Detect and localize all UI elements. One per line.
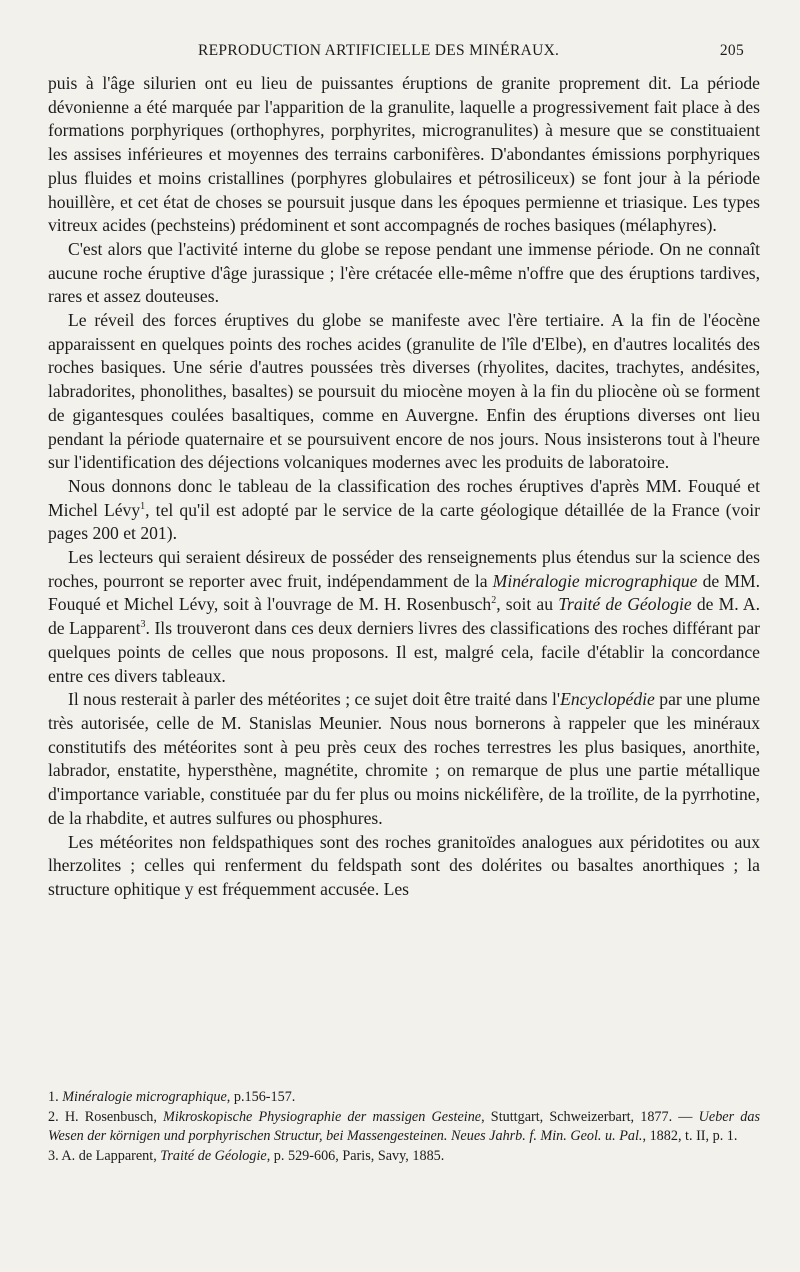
footnote-2-title-2: Ueber das Wesen der körnigen und porphyrischen Structur, bei Massengesteinen. Neues Jahrb. f. Min. Geol. u. Pal.	[48, 1108, 760, 1144]
running-title: REPRODUCTION ARTIFICIELLE DES MINÉRAUX.	[198, 42, 560, 59]
paragraph-1: puis à l'âge silurien ont eu lieu de puissantes éruptions de granite proprement dit. La période dévonienne a été marquée par l'apparition de la granulite, laquelle a progressivement fait place à des formations porphyriques (orthophyres, porphyrites, microgranulites) à mesure que se constituaient les assises inférieures et moyennes des terrains carbonifères. D'abondantes émissions porphyriques plus fluides et moins cristallines (porphyres globulaires et pétrosiliceux) se font jour à la période houillère, et cet état de choses se poursuit jusque dans les époques permienne et triasique. Les types vitreux acides (pechsteins) prédominent et sont accompagnés de roches basiques (mélaphyres).	[48, 73, 760, 236]
paragraph-4	[48, 475, 760, 546]
footnote-1-number: 1.	[48, 1089, 63, 1105]
footnote-1-title: Minéralogie micrographique	[62, 1089, 227, 1105]
footnote-2	[48, 1108, 760, 1147]
paragraph-4-text-a: Nous donnons donc le tableau de la classification des roches éruptives d'après MM. Fouqué et Michel Lévy	[48, 475, 760, 520]
page-number: 205	[719, 42, 744, 59]
paragraph-5-text-b: de MM. Fouqué et Michel Lévy, soit à l'ouvrage de M. H. Rosenbusch	[48, 570, 761, 615]
footnote-2-rest-2: , 1882, t. II, p. 1.	[642, 1128, 738, 1144]
paragraph-5-text-d: de M. A. de Lapparent	[48, 594, 761, 639]
footnote-2-number: 2.	[48, 1108, 65, 1125]
book-title-traite: Traité de Géologie	[558, 594, 692, 615]
book-title-encyclopedie: Encyclopédie	[560, 689, 655, 710]
footnote-3-rest: , p. 529-606, Paris, Savy, 1885.	[266, 1147, 445, 1164]
paragraph-2: C'est alors que l'activité interne du globe se repose pendant une immense période. On ne connaît aucune roche éruptive d'âge jurassique ; l'ère crétacée elle-même n'offre que des éruptions tardives, rares et assez douteuses.	[48, 238, 760, 307]
footnote-3	[48, 1147, 760, 1167]
paragraph-5-text-e: . Ils trouveront dans ces deux derniers livres des classifications des roches différant par quelques points de celles que nous proposons. Il est, malgré cela, facile d'établir la concordance entre ces divers tableaux.	[48, 618, 760, 686]
paragraph-7: Les météorites non feldspathiques sont des roches granitoïdes analogues aux péridotites ou aux lherzolites ; celles qui renferment du feldspath sont des dolérites ou basaltes anorthiques ; la structure ophitique y est fréquemment accusée. Les	[48, 831, 760, 899]
footnote-3-number: 3.	[48, 1147, 62, 1164]
footnote-2-author: H. Rosenbusch,	[64, 1108, 164, 1125]
footnote-2-title: Mikroskopische Physiographie der massigen Gesteine	[163, 1108, 482, 1125]
footnote-ref-1: 1	[140, 500, 146, 512]
footnote-ref-3: 3	[140, 619, 146, 631]
footnotes	[48, 1088, 760, 1166]
footnote-3-author: A. de Lapparent,	[61, 1147, 161, 1164]
paragraph-5-text-c: , soit au	[496, 594, 559, 615]
footnote-ref-2: 2	[491, 595, 497, 607]
footnote-3-title: Traité de Géologie	[160, 1147, 267, 1164]
footnote-2-rest: , Stuttgart, Schweizerbart, 1877. —	[481, 1108, 699, 1125]
footnote-1	[48, 1088, 760, 1108]
paragraph-6	[48, 688, 760, 830]
paragraph-6-text-b: par une plume très autorisée, celle de M. Stanislas Meunier. Nous nous bornerons à rappeler que les minéraux constitutifs des météorites sont à peu près ceux des roches terrestres les plus basiques, anorthite, labrador, enstatite, hypersthène, magnétite, chromite ; on remarque de plus une partie métallique d'importance variable, constituée par du fer plus ou moins nickélifère, de la troïlite, de la pyrrhotine, de la rhabdite, et autres sulfures ou phosphures.	[48, 689, 760, 828]
paragraph-5	[48, 546, 760, 688]
footnote-1-rest: , p.156-157.	[226, 1089, 296, 1105]
paragraph-4-text-b: , tel qu'il est adopté par le service de la carte géologique détaillée de la France (voir pages 200 et 201).	[48, 499, 760, 544]
book-title-mineralogie: Minéralogie micrographique	[492, 570, 698, 591]
paragraph-6-text-a: Il nous resterait à parler des météorites ; ce sujet doit être traité dans l'	[68, 689, 561, 710]
paragraph-5-text-a: Les lecteurs qui seraient désireux de posséder des renseignements plus étendus sur la science des roches, pourront se reporter avec fruit, indépendamment de la	[48, 547, 760, 591]
paragraph-3: Le réveil des forces éruptives du globe se manifeste avec l'ère tertiaire. A la fin de l'éocène apparaissent en quelques points des roches acides (granulite de l'île d'Elbe), en d'autres localités des roches basiques. Une série d'autres poussées très diverses (rhyolites, dacites, trachytes, andésites, labradorites, phonolithes, basaltes) se poursuit du miocène moyen à la fin du pliocène où se forment de gigantesques coulées basaltiques, comme en Auvergne. Enfin des éruptions diverses ont lieu pendant la période quaternaire et se poursuivent encore de nos jours. Nous insisterons tout à l'heure sur l'identification des déjections volcaniques modernes avec les produits de laboratoire.	[48, 310, 760, 473]
main-text	[48, 72, 760, 902]
